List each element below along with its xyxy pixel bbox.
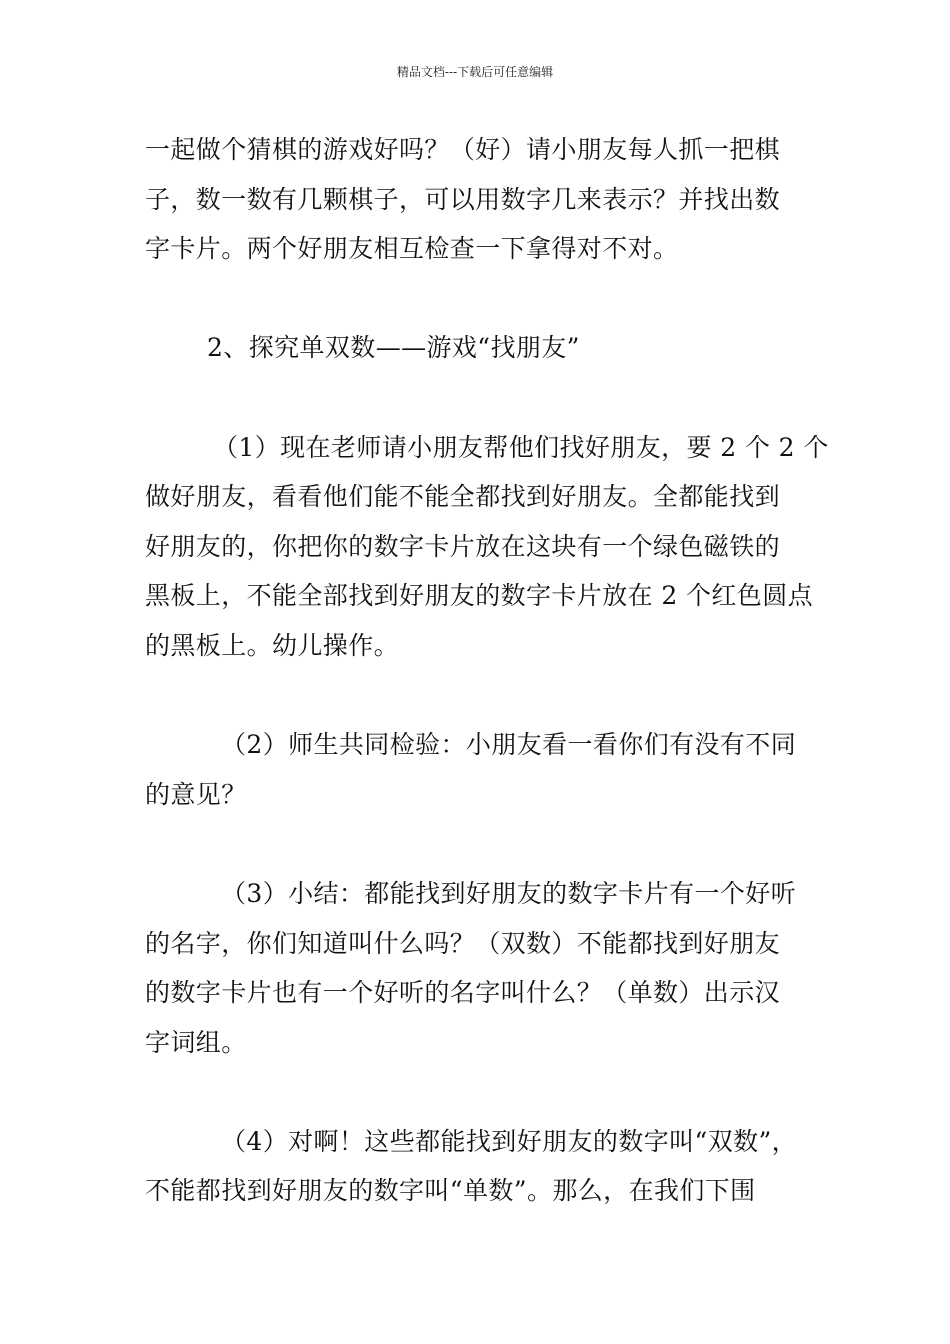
text-line: 的数字卡片也有一个好听的名字叫什么？（单数）出示汉 [145,978,781,1008]
text-line: 子，数一数有几颗棋子，可以用数字几来表示？并找出数 [145,184,781,214]
text-line: 黑板上，不能全部找到好朋友的数字卡片放在 2 个红色圆点 [145,581,814,611]
text-line: 做好朋友，看看他们能不能全都找到好朋友。全都能找到 [145,482,781,512]
section-heading [145,323,815,373]
text-line: 不能都找到好朋友的数字叫“单数”。那么，在我们下围 [145,1176,756,1206]
document-body [145,125,829,1216]
text-line: 的意见？ [145,779,247,809]
text-line: （2）师生共同检验：小朋友看一看你们有没有不同 [221,730,797,760]
paragraph-step-3 [145,869,815,1067]
text-line: 一起做个猜棋的游戏好吗？（好）请小朋友每人抓一把棋 [145,135,781,164]
text-line: 字词组。 [145,1027,247,1057]
text-line: 的黑板上。幼儿操作。 [145,630,400,660]
text-line: （4）对啊！这些都能找到好朋友的数字叫“双数”， [221,1126,798,1156]
paragraph-guessing-game [145,125,815,274]
text-line: 字卡片。两个好朋友相互检查一下拿得对不对。 [145,234,679,264]
paragraph-step-2 [145,720,815,819]
text-line: 2、探究单双数——游戏“找朋友” [207,333,580,363]
paragraph-step-1 [145,423,829,671]
page-header: 精品文档---下载后可任意编辑 [396,65,554,79]
text-line: （3）小结：都能找到好朋友的数字卡片有一个好听 [221,878,797,908]
text-line: （1）现在老师请小朋友帮他们找好朋友，要 2 个 2 个 [213,432,829,462]
text-line: 的名字，你们知道叫什么吗？（双数）不能都找到好朋友 [145,928,781,958]
paragraph-step-4 [145,1117,815,1216]
text-line: 好朋友的，你把你的数字卡片放在这块有一个绿色磁铁的 [145,531,781,561]
